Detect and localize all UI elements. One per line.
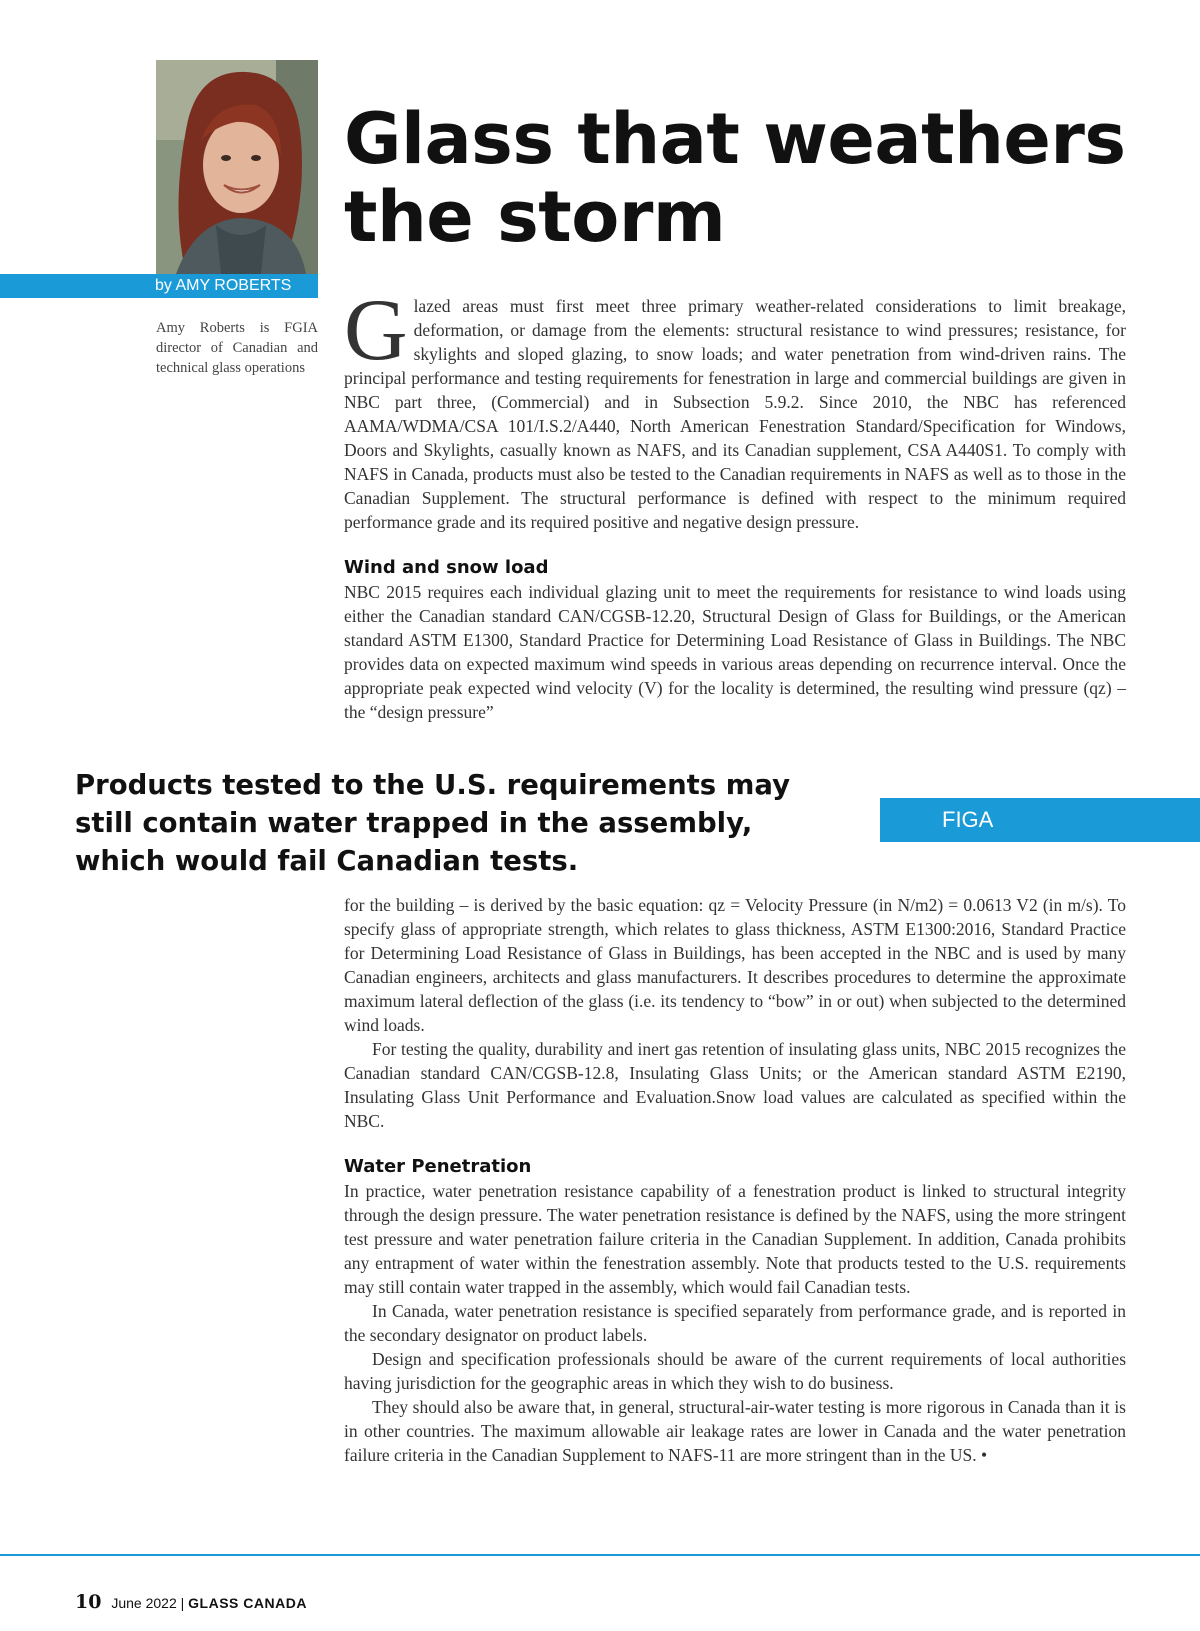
drop-cap: G bbox=[344, 282, 408, 379]
author-bio: Amy Roberts is FGIA director of Canadian and technical glass operations bbox=[156, 320, 318, 376]
issue-date: June 2022 bbox=[111, 1595, 177, 1611]
intro-paragraph bbox=[344, 282, 1126, 534]
water-paragraph-2: In Canada, water penetration resistance is specified separately from performance grade, and is reported in the secondary designator on product labels. bbox=[344, 1301, 1126, 1345]
page-number: 10 bbox=[75, 1591, 102, 1613]
article-column-top bbox=[344, 282, 1126, 724]
author-portrait-image bbox=[156, 60, 318, 274]
page-footer bbox=[75, 1590, 307, 1614]
footer-rule bbox=[0, 1554, 1200, 1556]
author-photo bbox=[156, 60, 318, 274]
article-column-bottom bbox=[344, 893, 1126, 1467]
byline: by AMY ROBERTS bbox=[155, 277, 292, 294]
subhead-water-penetration: Water Penetration bbox=[344, 1156, 532, 1177]
magazine-name: GLASS CANADA bbox=[188, 1595, 307, 1611]
water-paragraph-3: Design and specification professionals should be aware of the current requirements of local authorities having jurisdiction for the geographic areas in which they wish to do business. bbox=[344, 1349, 1126, 1393]
figa-tag bbox=[880, 798, 1200, 842]
pull-quote: Products tested to the U.S. requirements may still contain water trapped in the assembly, which would fail Canadian tests. bbox=[75, 769, 791, 877]
intro-text: lazed areas must first meet three primary weather-related considerations to limit breakage, deformation, or damage from the elements: structural resistance to wind pressures; resistance, for skylights and sloped glazing, to snow loads; and water penetration from wind-driven rains. The principal performance and testing requirements for fenestration in large and commercial buildings are given in NBC part three, (Commercial) and in Subsection 5.9.2. Since 2010, the NBC has referenced AAMA/WDMA/CSA 101/I.S.2/A440, North American Fenestration Standard/Specification for Windows, Doors and Skylights, casually known as NAFS, and its Canadian supplement, CSA A440S1. To comply with NAFS in Canada, products must also be tested to the Canadian requirements in NAFS as well as to those in the Canadian Supplement. The structural performance is defined with respect to the minimum required performance grade and its required positive and negative design pressure. bbox=[344, 296, 1126, 532]
water-paragraph-1: In practice, water penetration resistance capability of a fenestration product is linked to structural integrity through the design pressure. The water penetration resistance is defined by the NAFS, using the more stringent test pressure and water penetration failure criteria in the Canadian Supplement. In addition, Canada prohibits any entrapment of water within the fenestration assembly. Note that products tested to the U.S. requirements may still contain water trapped in the assembly, which would fail Canadian tests. bbox=[344, 1181, 1126, 1297]
subhead-wind-snow: Wind and snow load bbox=[344, 557, 549, 578]
byline-bar bbox=[0, 274, 318, 298]
wind-paragraph-2: For testing the quality, durability and inert gas retention of insulating glass units, NBC 2015 recognizes the Canadian standard CAN/CGSB-12.8, Insulating Glass Units; or the American standard ASTM E2190, Insulating Glass Unit Performance and Evaluation.Snow load values are calculated as specified within the NBC. bbox=[344, 1039, 1126, 1131]
figa-label: FIGA bbox=[942, 807, 994, 832]
footer-separator: | bbox=[180, 1595, 185, 1611]
headline: Glass that weathers the storm bbox=[344, 98, 1126, 258]
wind-paragraph-1-continued: for the building – is derived by the basic equation: qz = Velocity Pressure (in N/m2) = 0.0613 V2 (in m/s). To specify glass of appropriate strength, which relates to glass thickness, ASTM E1300:2016, Standard Practice for Determining Load Resistance of Glass in Buildings, has been accepted in the NBC and is used by many Canadian engineers, architects and glass manufacturers. It describes procedures to determine the approximate maximum lateral deflection of the glass (i.e. its tendency to “bow” in or out) when subjected to the determined wind loads. bbox=[344, 895, 1126, 1035]
water-paragraph-4: They should also be aware that, in general, structural-air-water testing is more rigorous in Canada than it is in other countries. The maximum allowable air leakage rates are lower in Canada and the water penetration failure criteria in the Canadian Supplement to NAFS-11 are more stringent than in the US. • bbox=[344, 1397, 1126, 1465]
wind-paragraph-1: NBC 2015 requires each individual glazing unit to meet the requirements for resistance to wind loads using either the Canadian standard CAN/CGSB-12.20, Structural Design of Glass for Buildings, or the American standard ASTM E1300, Standard Practice for Determining Load Resistance of Glass in Buildings. The NBC provides data on expected maximum wind speeds in various areas depending on recurrence interval. Once the appropriate peak expected wind velocity (V) for the locality is determined, the resulting wind pressure (qz) – the “design pressure” bbox=[344, 582, 1126, 722]
